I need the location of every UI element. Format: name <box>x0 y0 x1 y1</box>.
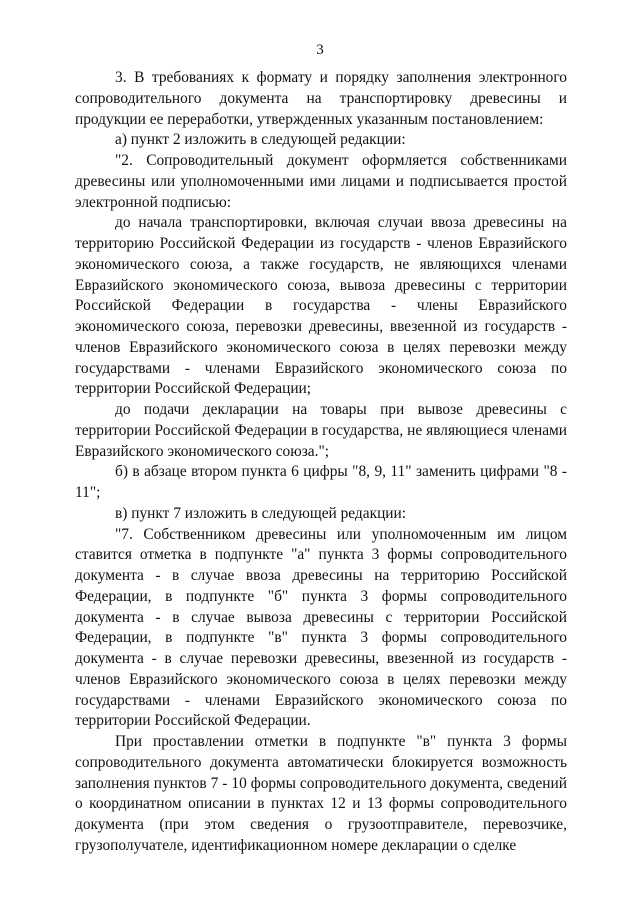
document-body <box>75 68 567 857</box>
paragraph-before-transport: до начала транспортировки, включая случаи ввоза древесины на территорию Российской Федерации из государств - членов Евразийского экономического союза, а также государств, не являющихся членами Евразийского экономического союза, вывоза древесины с территории Российской Федерации в государства - члены Евразийского экономического союза, перевозки древесины, ввезенной из государств - членов Евразийского экономического союза в целях перевозки между государствами - членами Евразийского экономического союза по территории Российской Федерации; <box>75 214 567 398</box>
paragraph-subitem-a: а) пункт 2 изложить в следующей редакции: <box>115 131 406 149</box>
paragraph-point-2: "2. Сопроводительный документ оформляется собственниками древесины или уполномоченными ими лицами и подписывается простой электронной подписью: <box>75 152 567 211</box>
paragraph-point-7: "7. Собственником древесины или уполномоченным им лицом ставится отметка в подпункте "а" пункта 3 формы сопроводительного документа - в случае ввоза древесины на территорию Российской Федерации, в подпункте "б" пункта 3 формы сопроводительного документа - в случае вывоза древесины с территории Российской Федерации, в подпункте "в" пункта 3 формы сопроводительного документа - в случае перевозки древесины, ввезенной из государств - членов Евразийского экономического союза в целях перевозки между государствами - членами Евразийского экономического союза по территории Российской Федерации. <box>75 525 567 730</box>
page-number: 3 <box>316 42 324 58</box>
paragraph-item-3: 3. В требованиях к формату и порядку заполнения электронного сопроводительного документа на транспортировку древесины и продукции ее переработки, утвержденных указанным постановлением: <box>75 69 567 128</box>
paragraph-before-declaration: до подачи декларации на товары при вывозе древесины с территории Российской Федерации в государства, не являющиеся членами Евразийского экономического союза."; <box>75 401 567 460</box>
paragraph-subitem-b: б) в абзаце втором пункта 6 цифры "8, 9, 11" заменить цифрами "8 - 11"; <box>75 463 567 501</box>
paragraph-subitem-v: в) пункт 7 изложить в следующей редакции: <box>115 504 407 522</box>
paragraph-blocking-note: При проставлении отметки в подпункте "в" пункта 3 формы сопроводительного документа автоматически блокируется возможность заполнения пунктов 7 - 10 формы сопроводительного документа, сведений о координатном описании в пунктах 12 и 13 формы сопроводительного документа (при этом сведения о грузоотправителе, перевозчике, грузополучателе, идентификационном номере декларации о сделке <box>75 733 567 854</box>
